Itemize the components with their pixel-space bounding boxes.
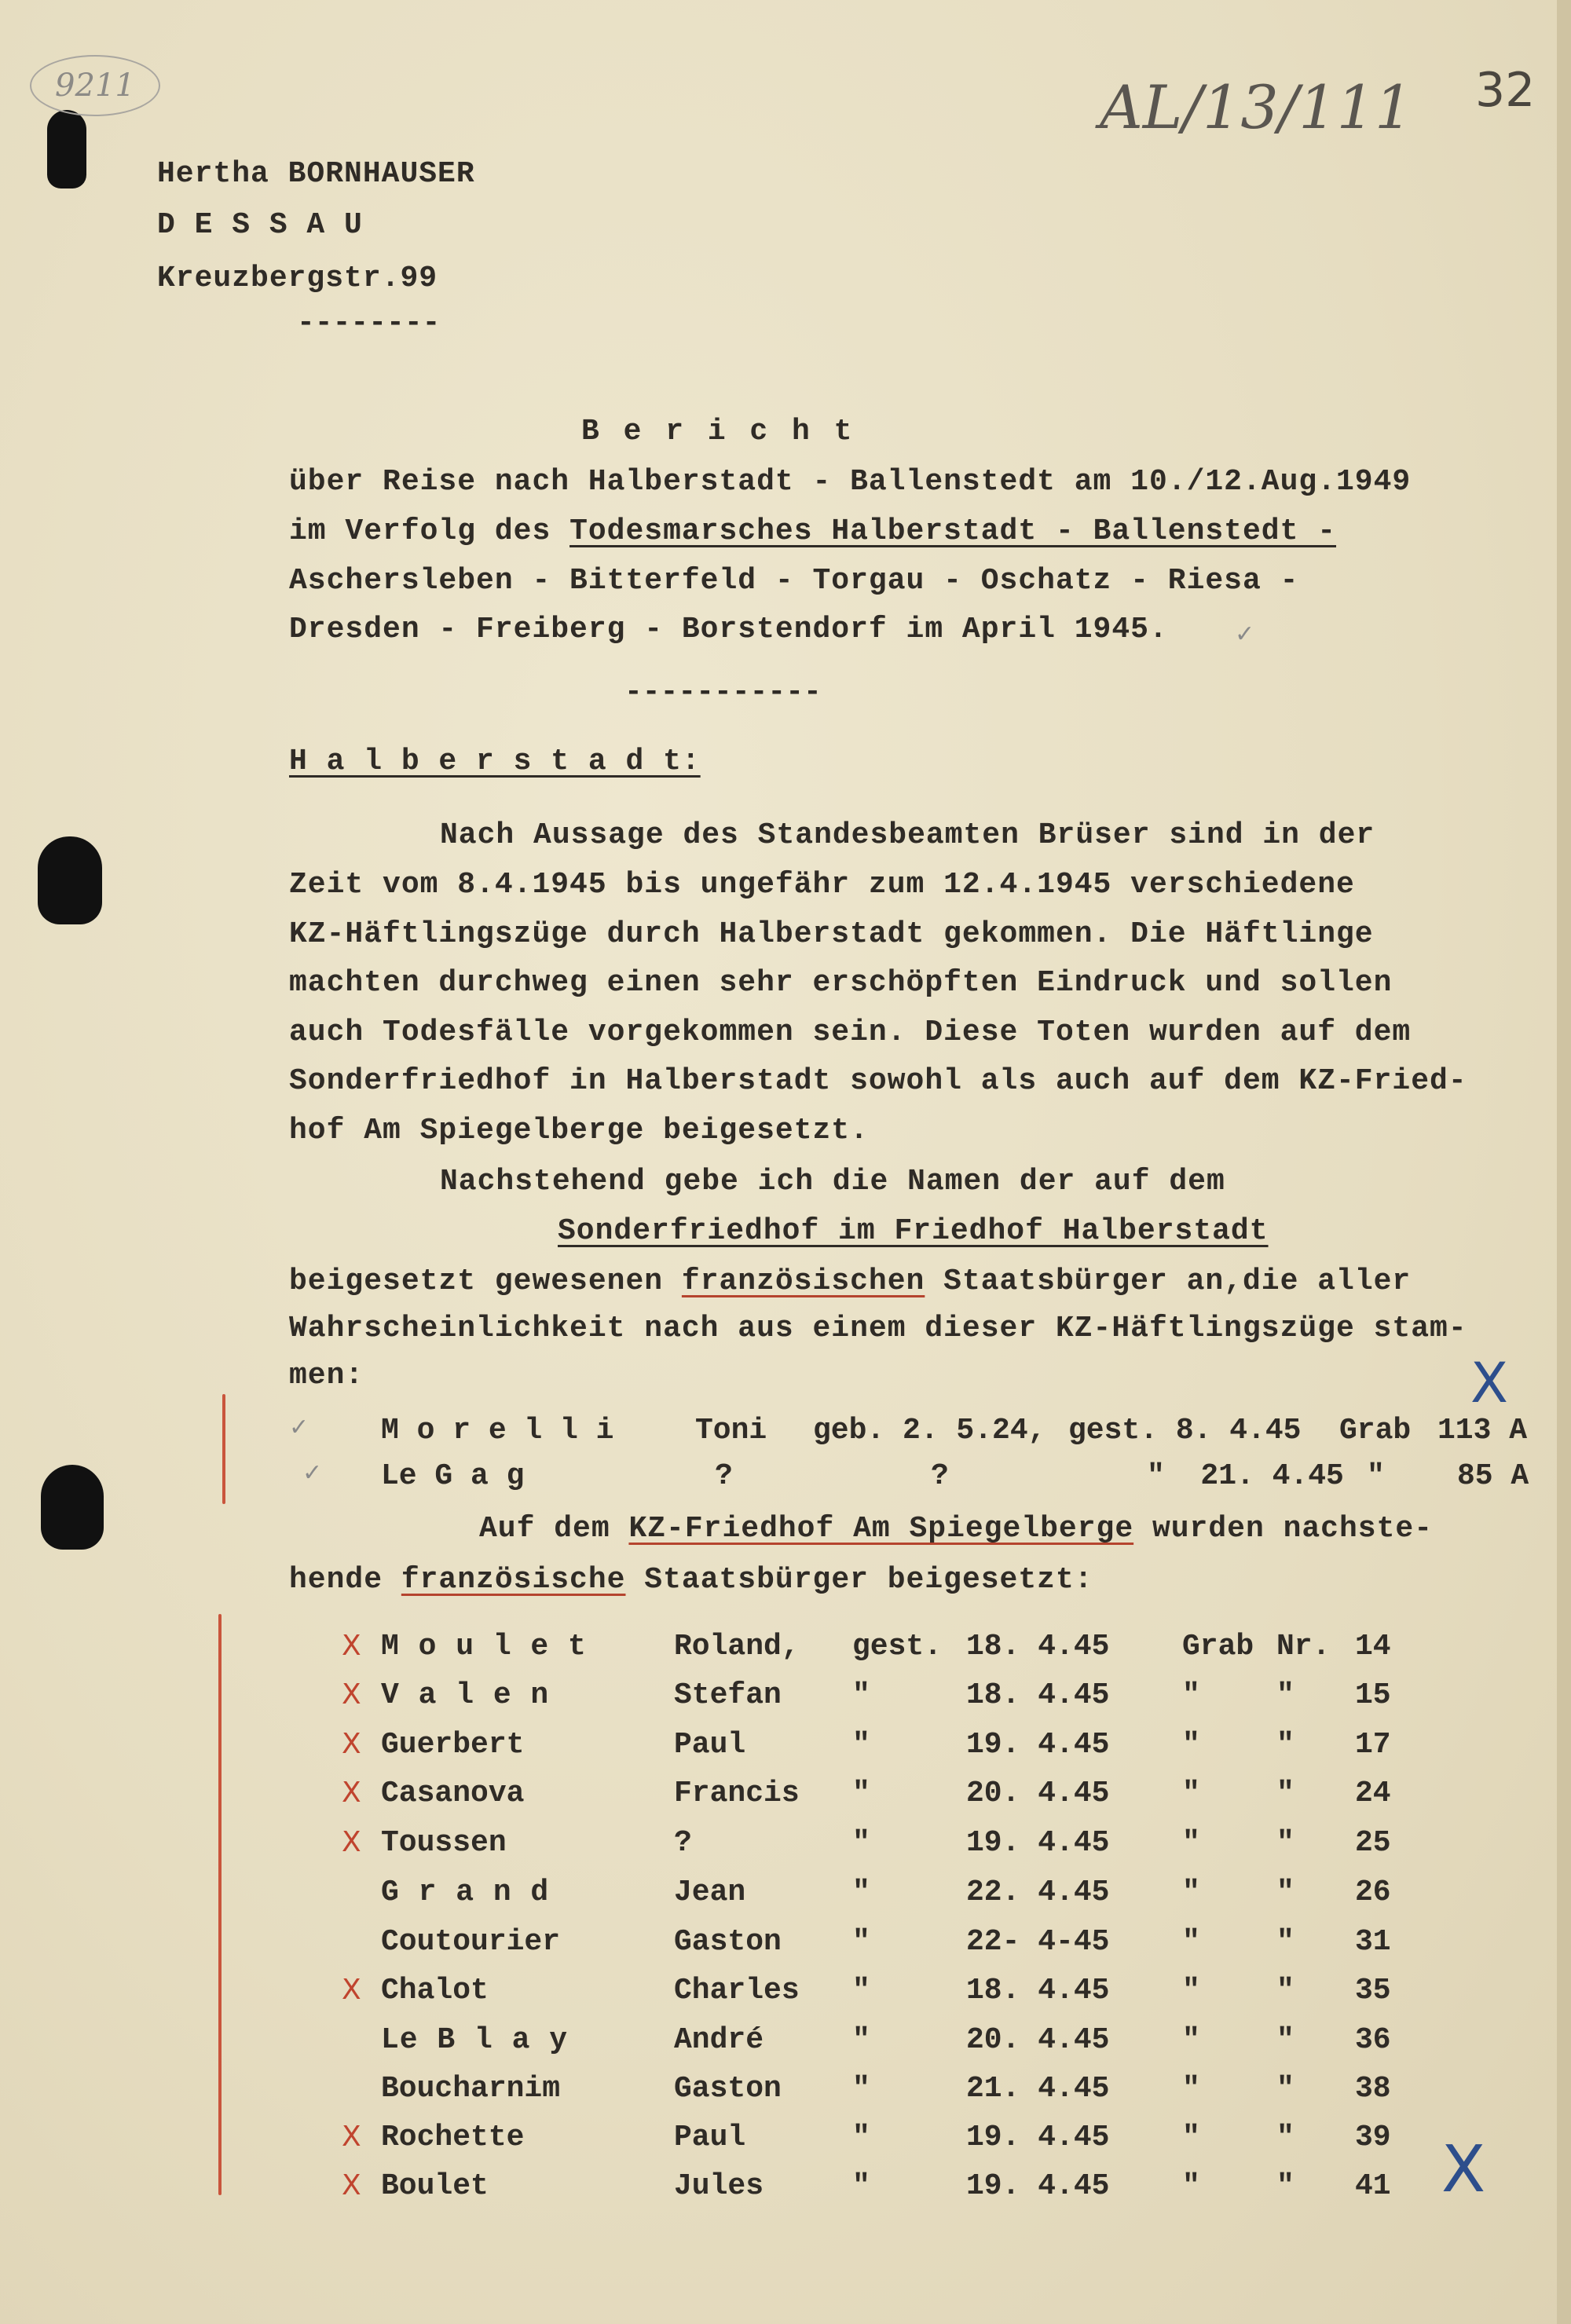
grave-number: 25 <box>1355 1826 1391 1860</box>
kz-intro-line-1 <box>479 1512 1433 1546</box>
text-run-red-underlined: KZ-Friedhof Am Spiegelberge <box>628 1512 1134 1546</box>
paragraph-line: Sonderfriedhof in Halberstadt sowohl als auch auf dem KZ-Fried- <box>289 1064 1467 1098</box>
status: " <box>852 1876 870 1909</box>
death-date: 19. 4.45 <box>966 2169 1110 2203</box>
paragraph-line: machten durchweg einen sehr erschöpften Eindruck und sollen <box>289 966 1393 1000</box>
surname: Boucharnim <box>381 2072 561 2106</box>
surname: V a l e n <box>381 1678 550 1712</box>
surname: Le G a g <box>381 1459 525 1493</box>
number-label: " <box>1276 1974 1295 2007</box>
firstname: Gaston <box>674 1925 782 1959</box>
report-line-2-prefix: im Verfolg des <box>289 514 570 548</box>
death-date: 22. 4.45 <box>966 1876 1110 1909</box>
paragraph-line: men: <box>289 1359 364 1393</box>
text-run-red-underlined: französische <box>401 1563 626 1597</box>
grave-number: 41 <box>1355 2169 1391 2203</box>
section-heading: H a l b e r s t a d t: <box>289 745 701 778</box>
firstname: ? <box>674 1826 692 1860</box>
status: " <box>852 2169 870 2203</box>
grave-number: 39 <box>1355 2121 1391 2154</box>
surname: Toussen <box>381 1826 507 1860</box>
status: " <box>852 1777 870 1810</box>
number-label: " <box>1276 1876 1295 1909</box>
report-line-2 <box>289 514 1336 548</box>
sender-city: D E S S A U <box>157 208 363 242</box>
number-label: " <box>1276 1826 1295 1860</box>
report-line-3: Aschersleben - Bitterfeld - Torgau - Oschatz - Riesa - <box>289 564 1299 598</box>
check-mark: ✓ <box>302 1459 323 1487</box>
grave-number: 17 <box>1355 1728 1391 1762</box>
red-cross-mark: X <box>342 1777 361 1809</box>
surname: Boulet <box>381 2169 489 2203</box>
sender-name: Hertha BORNHAUSER <box>157 157 475 191</box>
death-date: 18. 4.45 <box>966 1974 1110 2007</box>
report-line-2-underlined: Todesmarsches Halberstadt - Ballenstedt - <box>569 514 1337 548</box>
surname: M o u l e t <box>381 1630 587 1663</box>
grave-label: Grab <box>1339 1414 1412 1447</box>
number-label: Nr. <box>1276 1630 1331 1663</box>
page-number: 32 <box>1475 63 1536 118</box>
grave-label: " <box>1182 2169 1200 2203</box>
death-date: 19. 4.45 <box>966 1826 1110 1860</box>
check-mark: ✓ <box>1235 620 1255 648</box>
grave-label: " <box>1182 2023 1200 2057</box>
status: " <box>852 2023 870 2057</box>
report-line-1: über Reise nach Halberstadt - Ballenstedt am 10./12.Aug.1949 <box>289 465 1412 499</box>
grave-number: 15 <box>1355 1678 1391 1712</box>
red-cross-mark: X <box>342 2121 361 2153</box>
status: gest. <box>852 1630 943 1663</box>
surname: M o r e l l i <box>381 1414 614 1447</box>
firstname: Gaston <box>674 2072 782 2106</box>
death-date: 19. 4.45 <box>966 1728 1110 1762</box>
died: gest. 8. 4.45 <box>1068 1414 1302 1447</box>
paragraph-line: Wahrscheinlichkeit nach aus einem dieser KZ-Häftlingszüge stam- <box>289 1312 1467 1345</box>
grave-label: Grab <box>1182 1630 1254 1663</box>
grave-number: 31 <box>1355 1925 1391 1959</box>
grave-label: " <box>1367 1459 1385 1493</box>
number-label: " <box>1276 1728 1295 1762</box>
grave: 85 A <box>1457 1459 1529 1493</box>
firstname: Paul <box>674 1728 746 1762</box>
status: " <box>852 1925 870 1959</box>
status: " <box>852 1826 870 1860</box>
grave-label: " <box>1182 1974 1200 2007</box>
paragraph-line: Zeit vom 8.4.1945 bis ungefähr zum 12.4.1945 verschiedene <box>289 868 1355 902</box>
grave-label: " <box>1182 1826 1200 1860</box>
grave-number: 36 <box>1355 2023 1391 2057</box>
death-date: 18. 4.45 <box>966 1678 1110 1712</box>
death-date: 20. 4.45 <box>966 1777 1110 1810</box>
punch-hole-lower <box>41 1465 104 1550</box>
number-label: " <box>1276 1925 1295 1959</box>
grave-number: 24 <box>1355 1777 1391 1810</box>
number-label: " <box>1276 2169 1295 2203</box>
firstname: Stefan <box>674 1678 782 1712</box>
punch-hole-top <box>47 110 86 188</box>
number-label: " <box>1276 2023 1295 2057</box>
grave-label: " <box>1182 1925 1200 1959</box>
report-title: B e r i c h t <box>581 415 855 448</box>
punch-hole-middle <box>38 836 102 924</box>
archive-stamp: 9211 <box>30 55 160 116</box>
grave-number: 35 <box>1355 1974 1391 2007</box>
page-edge <box>1557 0 1571 2324</box>
surname: G r a n d <box>381 1876 550 1909</box>
grave-number: 14 <box>1355 1630 1391 1663</box>
text-run: Staatsbürger beigesetzt: <box>625 1563 1093 1597</box>
firstname: Charles <box>674 1974 800 2007</box>
red-cross-mark: X <box>342 1630 361 1662</box>
text-run: beigesetzt gewesenen <box>289 1264 682 1298</box>
grave-label: " <box>1182 1678 1200 1712</box>
sender-rule: -------- <box>297 306 441 340</box>
firstname: Jules <box>674 2169 764 2203</box>
status: " <box>852 2072 870 2106</box>
red-margin-line <box>222 1394 225 1504</box>
status: " <box>852 1974 870 2007</box>
died: " 21. 4.45 <box>1147 1459 1344 1493</box>
text-run: wurden nachste- <box>1133 1512 1433 1546</box>
text-run-red-underlined: französischen <box>681 1264 925 1298</box>
text-run: hende <box>289 1563 401 1597</box>
grave-label: " <box>1182 1876 1200 1909</box>
firstname: Roland, <box>674 1630 800 1663</box>
status: " <box>852 1678 870 1712</box>
kz-intro-line-2 <box>289 1563 1093 1597</box>
status: " <box>852 2121 870 2154</box>
grave-number: 38 <box>1355 2072 1391 2106</box>
firstname: Jean <box>674 1876 746 1909</box>
surname: Le B l a y <box>381 2023 569 2057</box>
report-rule: ----------- <box>624 675 822 709</box>
death-date: 18. 4.45 <box>966 1630 1110 1663</box>
number-label: " <box>1276 1777 1295 1810</box>
born: geb. 2. 5.24, <box>813 1414 1046 1447</box>
text-run: Staatsbürger an,die aller <box>925 1264 1412 1298</box>
firstname: André <box>674 2023 764 2057</box>
death-date: 20. 4.45 <box>966 2023 1110 2057</box>
red-cross-mark: X <box>342 1826 361 1858</box>
paragraph-line-underlined: Sonderfriedhof im Friedhof Halberstadt <box>558 1214 1269 1248</box>
red-margin-line <box>218 1614 222 2195</box>
sender-street: Kreuzbergstr.99 <box>157 262 438 295</box>
red-cross-mark: X <box>342 2169 361 2201</box>
status: " <box>852 1728 870 1762</box>
paragraph-line: KZ-Häftlingszüge durch Halberstadt gekommen. Die Häftlinge <box>289 917 1374 951</box>
number-label: " <box>1276 1678 1295 1712</box>
surname: Chalot <box>381 1974 489 2007</box>
death-date: 21. 4.45 <box>966 2072 1110 2106</box>
grave-label: " <box>1182 2121 1200 2154</box>
blue-cross-mark: X <box>1470 1351 1508 1415</box>
red-cross-mark: X <box>342 1728 361 1760</box>
firstname: Toni <box>695 1414 767 1447</box>
surname: Guerbert <box>381 1728 525 1762</box>
grave-label: " <box>1182 1777 1200 1810</box>
surname: Rochette <box>381 2121 525 2154</box>
surname: Casanova <box>381 1777 525 1810</box>
paragraph-line: Nachstehend gebe ich die Namen der auf dem <box>440 1165 1225 1199</box>
red-cross-mark: X <box>342 1974 361 2006</box>
paragraph-line: auch Todesfälle vorgekommen sein. Diese Toten wurden auf dem <box>289 1016 1412 1049</box>
number-label: " <box>1276 2072 1295 2106</box>
paragraph-line: hof Am Spiegelberge beigesetzt. <box>289 1114 869 1147</box>
blue-cross-mark: X <box>1441 2132 1486 2207</box>
born: ? <box>931 1459 949 1493</box>
number-label: " <box>1276 2121 1295 2154</box>
death-date: 22- 4-45 <box>966 1925 1110 1959</box>
red-cross-mark: X <box>342 1678 361 1711</box>
grave-number: 26 <box>1355 1876 1391 1909</box>
firstname: Paul <box>674 2121 746 2154</box>
death-date: 19. 4.45 <box>966 2121 1110 2154</box>
grave-label: " <box>1182 2072 1200 2106</box>
firstname: ? <box>715 1459 733 1493</box>
paragraph-line <box>289 1264 1411 1298</box>
surname: Coutourier <box>381 1925 561 1959</box>
grave: 113 A <box>1437 1414 1528 1447</box>
report-line-4: Dresden - Freiberg - Borstendorf im April 1945. <box>289 613 1168 646</box>
firstname: Francis <box>674 1777 800 1810</box>
check-mark: ✓ <box>289 1414 309 1441</box>
paragraph-line: Nach Aussage des Standesbeamten Brüser sind in der <box>440 818 1375 852</box>
text-run: Auf dem <box>479 1512 629 1546</box>
grave-label: " <box>1182 1728 1200 1762</box>
archive-reference: AL/13/111 <box>1100 72 1413 142</box>
